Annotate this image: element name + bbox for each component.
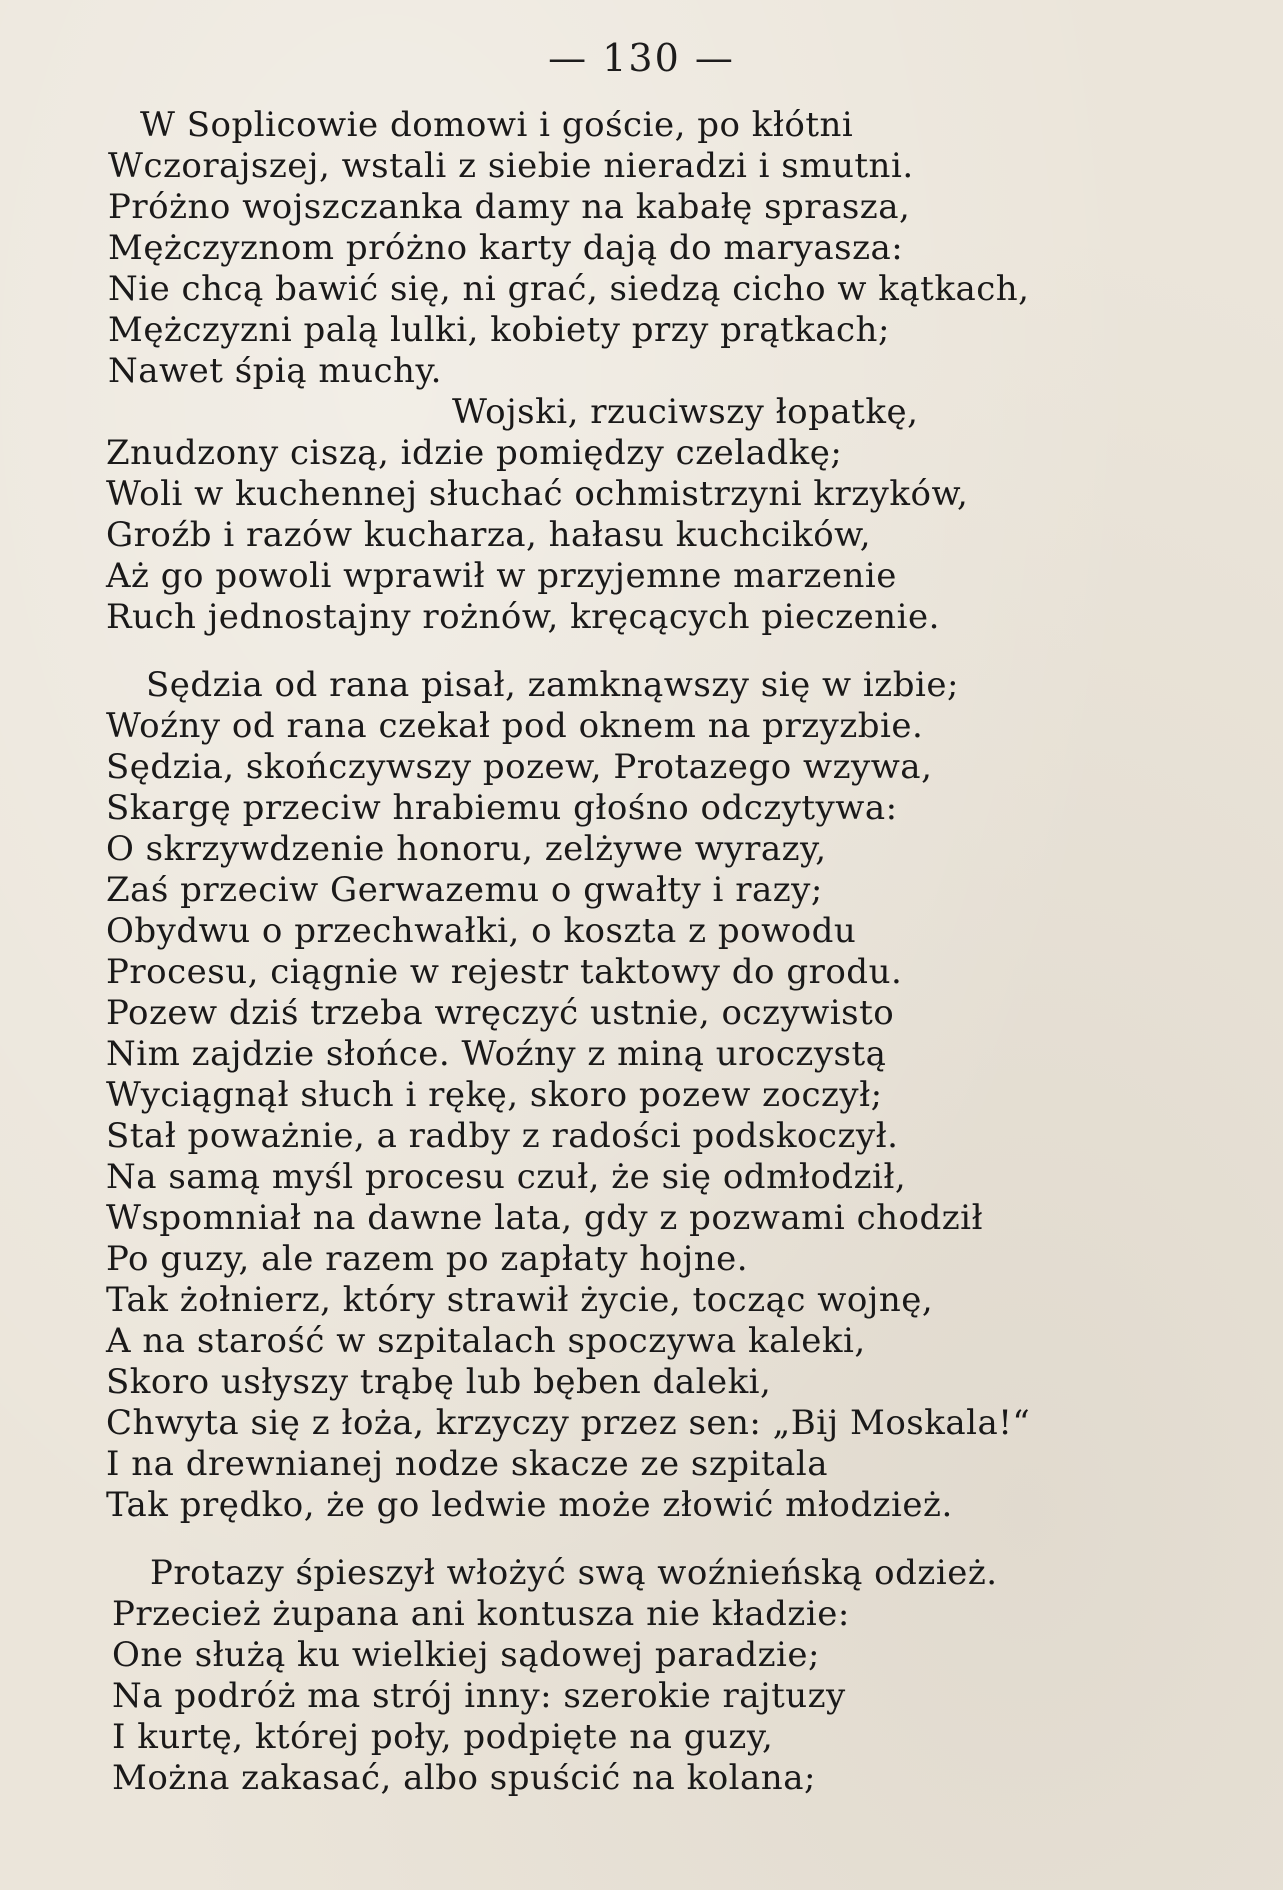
verse-line: Woźny od rana czekał pod oknem na przyzbie. — [106, 706, 924, 746]
verse-line: Sędzia, skończywszy pozew, Protazego wzywa, — [106, 747, 933, 787]
verse-line: One służą ku wielkiej sądowej paradzie; — [112, 1635, 820, 1675]
verse-line: Ruch jednostajny rożnów, kręcących pieczenie. — [106, 597, 940, 637]
verse-line: I kurtę, której poły, podpięte na guzy, — [112, 1717, 774, 1757]
verse-line: Woli w kuchennej słuchać ochmistrzyni krzyków, — [106, 474, 969, 514]
verse-line: Nie chcą bawić się, ni grać, siedzą cicho w kątkach, — [108, 269, 1030, 309]
verse-line: Na podróż ma strój inny: szerokie rajtuzy — [112, 1676, 846, 1716]
verse-line: Pozew dziś trzeba wręczyć ustnie, oczywisto — [106, 993, 895, 1033]
verse-line: Przecież żupana ani kontusza nie kładzie: — [112, 1594, 850, 1634]
verse-line: O skrzywdzenie honoru, zelżywe wyrazy, — [106, 829, 827, 869]
verse-line: Nim zajdzie słońce. Woźny z miną uroczystą — [106, 1034, 887, 1074]
verse-line: Chwyta się z łoża, krzyczy przez sen: „Bij Moskala!“ — [106, 1403, 1031, 1443]
verse-line: Tak prędko, że go ledwie może złowić młodzież. — [106, 1485, 953, 1525]
verse-line: Skoro usłyszy trąbę lub bęben daleki, — [106, 1362, 772, 1402]
verse-line: Stał poważnie, a radby z radości podskoczył. — [106, 1116, 899, 1156]
verse-line: Zaś przeciw Gerwazemu o gwałty i razy; — [106, 870, 823, 910]
verse-line: Mężczyznom próżno karty dają do maryasza: — [108, 228, 904, 268]
verse-line: Na samą myśl procesu czuł, że się odmłodził, — [106, 1157, 907, 1197]
verse-line: Można zakasać, albo spuścić na kolana; — [112, 1758, 816, 1798]
verse-line: Protazy śpieszył włożyć swą woźnieńską odzież. — [150, 1553, 998, 1593]
verse-line: W Soplicowie domowi i goście, po kłótni — [140, 105, 854, 145]
verse-line: I na drewnianej nodze skacze ze szpitala — [106, 1444, 828, 1484]
verse-line: Obydwu o przechwałki, o koszta z powodu — [106, 911, 857, 951]
verse-line: Wczorajszej, wstali z siebie nieradzi i smutni. — [108, 146, 914, 186]
verse-line: Skargę przeciw hrabiemu głośno odczytywa: — [106, 788, 898, 828]
verse-line: Próżno wojszczanka damy na kabałę sprasza, — [108, 187, 911, 227]
verse-line: Znudzony ciszą, idzie pomiędzy czeladkę; — [106, 433, 843, 473]
verse-line: Mężczyzni palą lulki, kobiety przy prątkach; — [108, 310, 890, 350]
verse-line: A na starość w szpitalach spoczywa kaleki, — [106, 1321, 866, 1361]
verse-line: Po guzy, ale razem po zapłaty hojne. — [106, 1239, 749, 1279]
verse-line: Wyciągnął słuch i rękę, skoro pozew zoczył; — [106, 1075, 883, 1115]
verse-line: Nawet śpią muchy. — [108, 351, 442, 391]
verse-line: Groźb i razów kucharza, hałasu kuchcików, — [106, 515, 872, 555]
verse-line: Procesu, ciągnie w rejestr taktowy do grodu. — [106, 952, 903, 992]
verse-line: Aż go powoli wprawił w przyjemne marzenie — [106, 556, 897, 596]
verse-line: Wspomniał na dawne lata, gdy z pozwami chodził — [106, 1198, 984, 1238]
verse-line: Tak żołnierz, który strawił życie, tocząc wojnę, — [106, 1280, 934, 1320]
verse-line: Sędzia od rana pisał, zamknąwszy się w izbie; — [146, 665, 959, 705]
verse-line: Wojski, rzuciwszy łopatkę, — [452, 392, 919, 432]
page-number: — 130 — — [548, 36, 735, 80]
